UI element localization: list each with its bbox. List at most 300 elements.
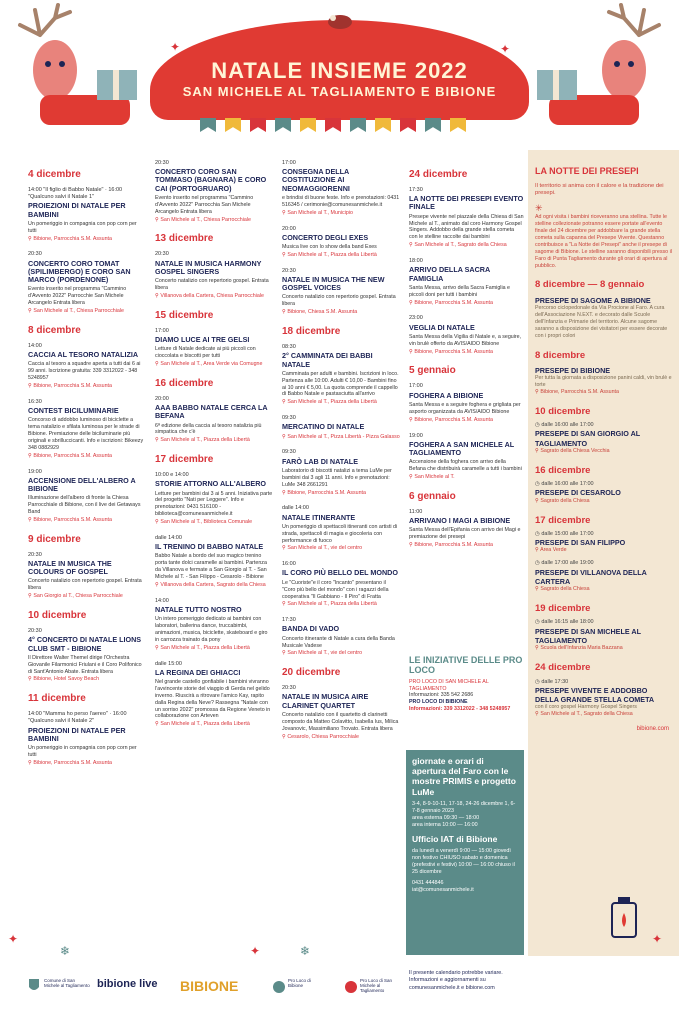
event-item (282, 685, 400, 740)
column-4 (409, 160, 524, 558)
event-item (28, 711, 146, 766)
nativity-date: 16 dicembre (535, 464, 591, 476)
bunting-flag (425, 118, 441, 132)
event-location-text: San Michele al T., Biblioteca Comunale (160, 519, 253, 526)
iat-mail[interactable]: iat@comunesanmichele.it (412, 887, 474, 894)
nativity-item (535, 603, 673, 652)
event-description: Illuminazione dell'albero di fronte la Chiesa Parrocchiale di Bibione, con il live dei Getaways Band (28, 495, 141, 515)
iat-phone: 0431 444846 (412, 880, 444, 887)
event-description: Nel grande castello gonfiabile i bambini vivranno l'avvincente storie del viaggio di Gerda nel gelido inverno. Riuscirà a ritrovare l'amico Kay, rapito dalla Regina della Neve? Rassegna "Natale con un sorriso 2022" promossa da Regione Veneto in collaborazione con Arteven (155, 679, 271, 720)
location-pin-icon: ⚲ (28, 676, 34, 683)
page-title: NATALE INSIEME 2022 (211, 58, 468, 83)
event-time: 20:30 (155, 251, 169, 258)
panel-intro: Il territorio si anima con il calore e la tradizione dei presepi. (535, 182, 664, 197)
nativity-time: dalle 17:00 alle 19:00 (541, 560, 594, 567)
snowflake-icon: ❄ (60, 944, 71, 958)
event-time: 20:00 (155, 395, 169, 402)
event-title: STORIE ATTORNO ALL'ALBERO (155, 479, 266, 489)
event-location (282, 399, 400, 406)
clock-icon: ◷ (535, 530, 542, 537)
event-item (409, 383, 524, 423)
event-time: 19:00 (409, 432, 423, 439)
event-time: 11:00 (409, 508, 423, 515)
event-description: Evento inserito nel programma "Cammino d'Avvento 2022" Parrocchia San Michele Arcangelo Entrata libera (155, 194, 254, 215)
event-description: Santa Messa della Vigilia di Natale e, a seguire, vin brulè offerto da AVIS/AIDO Bibione (409, 333, 522, 347)
nativity-location (535, 448, 673, 455)
event-time: dalle 14:00 (155, 534, 182, 541)
event-item (28, 251, 146, 314)
column-2 (155, 160, 273, 737)
event-description: Concerto natalizio con il quartetto di clarinetti composto da Matteo Colavitto, Isabella Ius, Milica Jovanovic, Massimiliano Trovato. Entrata libera (282, 712, 399, 732)
event-location-text: Villanova della Cartera, Chiesa Parrocchiale (160, 292, 264, 299)
location-pin-icon: ⚲ (28, 308, 34, 315)
event-description: Babbo Natale a bordo del suo magico trenino porta tante dolci caramelle ai bambini. Partenza da Villanova e fermate a San Giorgio al T. - San Michele al T. - San Filippo - Cesarolo - Bibione (155, 553, 267, 581)
event-description: Laboratorio di biscotti natalizi a tema LuMe per bambini dai 3 agli 11 anni. Info e prenotazioni: LuMe 348 2661291 (282, 467, 392, 488)
star-icon: ✦ (170, 40, 181, 54)
nativity-description: Percorso ciclopedonale da Via Procione al Faro. A cura dell'Associazione N.EXT. e decorato dalle Scuole dell'Infanzia e Primarie del territorio. Alcune sagome saranno a disposizione dei visitatori per essere decorate con i propri colori (535, 305, 668, 339)
location-pin-icon: ⚲ (282, 209, 288, 216)
event-title: CONTEST BICILUMINARIE (28, 406, 119, 416)
date-heading: 10 dicembre (28, 610, 87, 622)
event-title: LA REGINA DEI GHIACCI (155, 667, 241, 677)
location-pin-icon: ⚲ (282, 251, 288, 258)
proloco-line1: PRO LOCO DI SAN MICHELE AL TAGLIAMENTO (409, 678, 489, 692)
bunting-flag (275, 118, 291, 132)
location-pin-icon: ⚲ (409, 242, 415, 249)
nativity-time: dalle 16:15 alle 18:00 (541, 619, 594, 626)
event-location (28, 676, 146, 683)
event-location-text: San Michele al T., Municipio (287, 209, 353, 216)
event-title: NATALE IN MUSICA AIRE CLARINET QUARTET (282, 692, 369, 710)
event-title: LA NOTTE DEI PRESEPI EVENTO FINALE (409, 194, 524, 212)
event-description: 6ª edizione della caccia al tesoro natalizia più simpatica che c'è (155, 422, 262, 436)
event-description: Concerto natalizio con repertorio gospel. Entrata libera (155, 278, 269, 292)
event-location (155, 361, 273, 368)
event-item (409, 258, 524, 306)
event-item (155, 472, 273, 526)
location-pin-icon: ⚲ (155, 644, 161, 651)
location-pin-icon: ⚲ (409, 473, 415, 480)
event-item (155, 251, 273, 299)
event-item (409, 187, 524, 249)
event-location (28, 453, 146, 460)
location-pin-icon: ⚲ (535, 586, 541, 593)
location-pin-icon: ⚲ (282, 650, 288, 657)
bunting-flag (250, 118, 266, 132)
location-pin-icon: ⚲ (155, 437, 161, 444)
panel-text: Ad ogni visita i bambini riceveranno una stellina. Tutte le stelline collezionate potranno essere portate all'evento finale del 24 dicembre per addobbare la grande stella cometa sulla capanna del Presepe Vivente. Questanno contribuisce a "La Notte dei Presepi" anche il presepe di sagome di Bibione. Le stelline saranno disponibili presso il Faro di Punta Tagliamento durante gli orari di apertura al pubblico. (535, 214, 672, 269)
nativity-location-text: Bibione, Parrocchia S.M. Assunta (540, 388, 619, 395)
location-pin-icon: ⚲ (409, 416, 415, 423)
info-box (406, 750, 524, 955)
event-title: IL TRENINO DI BABBO NATALE (155, 542, 264, 552)
event-location-text: Bibione, Parrocchia S.M. Assunta (33, 516, 112, 523)
event-description: Musica live con lo show della band Exes (282, 244, 377, 251)
nativity-title: PRESEPE DI SAN MICHELE AL TAGLIAMENTO (535, 626, 641, 645)
proloco-block (409, 655, 524, 713)
location-pin-icon: ⚲ (409, 299, 415, 306)
nativity-description: con il coro gospel Harmony Gospel Singers (535, 704, 637, 711)
date-heading: 11 dicembre (28, 693, 86, 705)
event-description: Concerto itinerante di Natale a cura della Banda Musicale Vadese (282, 635, 395, 649)
event-location (28, 760, 146, 767)
date-heading: 18 dicembre (282, 326, 341, 338)
nativity-location (535, 498, 673, 505)
event-item (28, 552, 146, 600)
event-location-text: Bibione, Parrocchia S.M. Assunta (33, 759, 112, 766)
event-location-text: San Michele al T., Piazza della Libertà (287, 399, 377, 406)
event-title: 4° CONCERTO DI NATALE LIONS CLUB SMT - BIBIONE (28, 635, 142, 653)
event-description: Un pomeriggio di spettacoli itineranti con artisti di strada, spettacoli di magia e giocoleria con performance di fuoco (282, 523, 398, 544)
event-item (155, 661, 273, 729)
nativity-title: PRESEPE DI CESAROLO (535, 488, 621, 498)
nativity-date: 8 dicembre (535, 349, 586, 361)
faro-hours-outside: area esterna 09:30 — 18:00 (412, 814, 480, 821)
event-location (155, 437, 273, 444)
event-time: 09:30 (282, 449, 296, 456)
event-location (409, 300, 524, 307)
date-heading: 9 dicembre (28, 533, 81, 545)
event-location-text: San Michele al T., Chiesa Parrocchiale (160, 216, 251, 223)
nativity-column (535, 160, 673, 734)
event-title: MERCATINO DI NATALE (282, 422, 365, 432)
date-heading: 17 dicembre (155, 454, 214, 466)
date-heading: 8 dicembre (28, 324, 81, 336)
location-pin-icon: ⚲ (155, 216, 161, 223)
clock-icon: ◷ (535, 678, 542, 685)
bunting-flag (350, 118, 366, 132)
location-pin-icon: ⚲ (28, 383, 34, 389)
event-location (155, 217, 273, 224)
star-icon: ✦ (8, 932, 19, 946)
event-description: Santa Messa dell'Epifania con arrivo dei Magi e premiazione dei presepi (409, 527, 521, 541)
event-time: 17:00 (282, 160, 296, 166)
event-title: NATALE TUTTO NOSTRO (155, 604, 242, 614)
location-pin-icon: ⚲ (28, 452, 34, 459)
event-description: Il Direttore Walter Themel dirige l'Orchestra Giovanile Filarmonici Friulani e il Coro Polifonico di Sant'Antonio Abate. Entrata libera (28, 654, 142, 675)
location-pin-icon: ⚲ (28, 759, 34, 766)
nativity-location (535, 389, 673, 396)
panel-items (535, 279, 673, 718)
event-location-text: San Giorgio al T., Chiesa Parrocchiale (33, 593, 123, 600)
iat-hours: da lunedì a venerdì 9:00 — 15:00 giovedì non festivo CHIUSO sabato e domenica (prefestivi e festivi) 10:00 — 16:00 chiuso il 25 dicembre (412, 848, 515, 876)
event-location-text: San Michele al T., vie del centro (287, 545, 363, 552)
clock-icon: ◷ (535, 422, 542, 429)
proloco-line2-info: Informazioni: 339 3312022 - 348 5248957 (409, 706, 511, 713)
location-pin-icon: ⚲ (409, 348, 415, 355)
event-title: NATALE ITINERANTE (282, 512, 356, 522)
date-heading: 6 gennaio (409, 490, 456, 502)
event-item (282, 617, 400, 657)
nativity-location-text: Sagrato della Chiesa (540, 586, 590, 593)
event-title: PROIEZIONI DI NATALE PER BAMBINI (28, 725, 126, 743)
nativity-title: PRESEPE DI SAN GIORGIO AL TAGLIAMENTO (535, 429, 641, 448)
event-description: Concerto natalizio con repertorio gospel. Entrata libera (282, 294, 396, 308)
date-heading: 16 dicembre (155, 377, 214, 389)
location-pin-icon: ⚲ (535, 448, 541, 455)
column-3 (282, 160, 400, 750)
event-location (282, 601, 400, 608)
bunting-flag (200, 118, 216, 132)
location-pin-icon: ⚲ (28, 235, 34, 242)
event-title: FOGHERA A BIBIONE (409, 390, 484, 400)
bunting-flag (325, 118, 341, 132)
panel-heading: LA NOTTE DEI PRESEPI (535, 166, 639, 176)
event-location (282, 650, 400, 657)
event-time: 20:30 (282, 267, 296, 274)
event-item (155, 396, 273, 444)
event-title: CONCERTO DEGLI EXES (282, 232, 369, 242)
event-location (28, 593, 146, 600)
nativity-location (535, 645, 673, 652)
clock-icon: ◷ (535, 560, 542, 567)
event-item (282, 226, 400, 259)
date-heading: 20 dicembre (282, 667, 341, 679)
nativity-item (535, 662, 673, 718)
logo-bibione-live: bibione live (97, 978, 158, 990)
event-item (282, 561, 400, 608)
event-location (409, 417, 524, 424)
event-location-text: Bibione, Parrocchia S.M. Assunta (414, 542, 493, 548)
lantern-icon (606, 895, 642, 943)
bunting-flag (450, 118, 466, 132)
event-location (409, 474, 524, 481)
event-time: 19:00 (28, 468, 42, 475)
event-title: VEGLIA DI NATALE (409, 322, 475, 332)
event-item (282, 505, 400, 552)
event-title: CACCIA AL TESORO NATALIZIA (28, 350, 139, 360)
nativity-location (535, 547, 673, 554)
location-pin-icon: ⚲ (155, 721, 161, 728)
nativity-location (535, 711, 673, 718)
date-heading: 15 dicembre (155, 309, 214, 321)
event-location-text: San Michele al T., Piazza della Libertà (160, 437, 250, 444)
event-item (28, 343, 146, 390)
event-item (282, 415, 400, 440)
event-description: Presepe vivente nel piazzale della Chiesa di San Michele al T., animato dal coro Harmony Gospel Singers. Addobbo della grande stella cometa con le stelline raccolte dai bambini (409, 213, 524, 241)
event-item (28, 469, 146, 524)
event-location (282, 545, 400, 552)
event-description: Un intero pomeriggio dedicato ai bambini con laboratori, ballerina dance, truccabimbi, animazioni, musica, biciclette, skateboard e giro in carrozza trainato da pony (155, 616, 268, 643)
proloco-line1-info: Informazioni: 335 542 2686 (409, 692, 474, 699)
date-heading: 5 gennaio (409, 365, 456, 377)
nativity-time: dalle 16:00 alle 17:00 (541, 481, 594, 488)
event-title: CONCERTO CORO TOMAT (SPILIMBERGO) E CORO SAN MARCO (PORDENONE) (28, 258, 131, 285)
event-time: 18:00 (409, 258, 423, 265)
event-title: CONCERTO CORO SAN TOMMASO (BAGNARA) E CORO CAI (PORTOGRUARO) (155, 167, 267, 193)
location-pin-icon: ⚲ (155, 581, 161, 588)
event-item (409, 509, 524, 549)
location-pin-icon: ⚲ (282, 399, 288, 406)
event-location-text: San Michele al T., Piazza della Libertà (160, 721, 250, 728)
event-location-text: San Michele al T., Chiesa Parrocchiale (33, 308, 124, 315)
location-pin-icon: ⚲ (28, 516, 34, 523)
location-pin-icon: ⚲ (282, 309, 288, 316)
event-location (155, 645, 273, 652)
location-pin-icon: ⚲ (535, 645, 541, 652)
event-item (28, 187, 146, 242)
logo-proloco-sanmichele: Pro Loco di San Michele al Tagliamento (360, 978, 393, 993)
event-time: 16:30 (28, 398, 42, 405)
nativity-time: dalle 17:30 (541, 678, 569, 685)
event-location (409, 349, 524, 356)
location-pin-icon: ⚲ (409, 542, 415, 548)
event-location-text: San Michele al T., Piazza della Libertà (160, 644, 250, 651)
event-location-text: Bibione, Parrocchia S.M. Assunta (414, 299, 493, 306)
event-time: dalle 14:00 (282, 505, 309, 512)
event-location (28, 308, 146, 315)
star-icon: ✦ (500, 42, 511, 56)
event-location (155, 582, 273, 589)
nativity-time: dalle 16:00 alle 17:00 (541, 422, 594, 429)
nativity-location-text: Scuola dell'Infanzia Maria Bazzana (540, 645, 623, 652)
event-time: 14:00 "Mamma ho perso l'aereo" · 16:00 "Qualcuno salvi il Natale 2" (28, 711, 127, 725)
event-title: AAA BABBO NATALE CERCA LA BEFANA (155, 403, 268, 421)
footer-note: Il presente calendario potrebbe variare. Informazioni e aggiornamenti su comunesanmichele.it e bibione.com (409, 970, 503, 991)
nativity-title: PRESEPE VIVENTE E ADDOBBO DELLA GRANDE STELLA COMETA (535, 685, 655, 705)
event-item (282, 268, 400, 316)
event-title: BANDA DI VADO (282, 624, 340, 634)
location-pin-icon: ⚲ (535, 497, 541, 504)
event-location (28, 383, 146, 390)
event-item (282, 160, 400, 217)
event-description: Letture di Natale dedicate ai più piccoli con cioccolata e biscotti per tutti (155, 346, 256, 360)
event-title: NATALE IN MUSICA THE NEW GOSPEL VOICES (282, 274, 385, 293)
snowflake-icon: ❄ (300, 944, 311, 958)
event-location (282, 309, 400, 316)
event-location-text: Villanova della Cartera, Sagrato della Chiesa (160, 581, 266, 588)
event-item (409, 315, 524, 355)
proloco-line2: PRO LOCO DI BIBIONE (409, 699, 468, 706)
event-description: Santa Messa e a seguire foghera e grigliata per asporto organizzata da AVIS/AIDO Bibione (409, 401, 521, 415)
nativity-date: 19 dicembre (535, 603, 591, 615)
event-time: 17:30 (282, 617, 296, 624)
panel-star-icon: ✳ (535, 202, 543, 213)
event-description: Concorso di addobbo luminoso di biciclette a tema natalizio e sfilata luminosa per le strade di Bibione. Premiazione delle biciluminarie più originali e sbrilluccicanti. Info e iscrizioni: Bikeezy 348 0882929 (28, 417, 144, 451)
location-pin-icon: ⚲ (28, 593, 34, 600)
event-location (282, 252, 400, 259)
date-heading: 13 dicembre (155, 233, 214, 245)
event-location (409, 242, 524, 249)
nativity-location-text: Sagrato della Chiesa (540, 497, 590, 504)
event-time: 16:00 (282, 561, 296, 568)
bunting-flag (225, 118, 241, 132)
event-time: 20:30 (28, 551, 42, 558)
event-title: DIAMO LUCE AI TRE GELSI (155, 334, 250, 344)
event-title: NATALE IN MUSICA THE COLOURS OF GOSPEL (28, 558, 112, 577)
event-location (282, 210, 400, 217)
nativity-item (535, 560, 673, 593)
event-description: Concerto natalizio con repertorio gospel. Entrata libera (28, 578, 142, 592)
event-item (282, 449, 400, 496)
location-pin-icon: ⚲ (282, 601, 288, 608)
iat-title: Ufficio IAT di Bibione (412, 833, 498, 844)
panel-site[interactable]: bibione.com (636, 726, 669, 733)
nativity-item (535, 350, 673, 396)
nativity-item (535, 406, 673, 455)
event-time: 17:00 (409, 383, 423, 390)
event-time: 08:30 (282, 344, 296, 351)
event-location-text: San Michele al T., vie del centro (287, 650, 363, 657)
proloco-bibione-icon (272, 980, 286, 994)
clock-icon: ◷ (535, 481, 542, 488)
event-location-text: San Michele al T., Area Verde via Comugne (160, 360, 263, 367)
nativity-item (535, 515, 673, 555)
bunting-flag (375, 118, 391, 132)
date-heading: 4 dicembre (28, 169, 81, 180)
nativity-time-row (535, 560, 673, 567)
faro-dates: 3-4, 8-9-10-11, 17-18, 24-26 dicembre 1, 6-7-8 gennaio 2023 (412, 800, 516, 814)
event-location-text: San Michele al T., Pizza Libertà - Pizza Galasso (287, 433, 400, 440)
event-location-text: Bibione, Parrocchia S.M. Assunta (33, 383, 112, 389)
logo-proloco-bibione: Pro Loco di Bibione (288, 978, 311, 988)
event-location (282, 490, 400, 497)
event-title: ARRIVO DELLA SACRA FAMIGLIA (409, 265, 490, 283)
event-location (409, 542, 524, 549)
logo-bibione: BIBIONE (180, 978, 239, 994)
location-pin-icon: ⚲ (535, 711, 541, 718)
event-time: 14:00 (155, 597, 169, 604)
location-pin-icon: ⚲ (282, 733, 288, 740)
event-description: Santa Messa, arrivo della Sacra Famiglia e piccoli doni per tutti i bambini (409, 284, 510, 298)
event-location (155, 721, 273, 728)
location-pin-icon: ⚲ (155, 360, 161, 367)
event-time: 14:00 (28, 342, 42, 349)
event-item (155, 598, 273, 652)
event-location (28, 517, 146, 524)
event-time: 17:00 (155, 327, 169, 334)
event-title: FARÒ LAB DI NATALE (282, 456, 358, 466)
nativity-location (535, 586, 673, 593)
nativity-date: 24 dicembre (535, 662, 591, 674)
location-pin-icon: ⚲ (155, 292, 161, 299)
nativity-time-row (535, 619, 673, 626)
event-location (28, 236, 146, 243)
nativity-time-row (535, 679, 673, 686)
event-time: 09:30 (282, 415, 296, 422)
event-description: Un pomeriggio in compagnia con pop corn per tutti (28, 745, 137, 758)
event-title: IL CORO PIÙ BELLO DEL MONDO (282, 568, 398, 578)
event-description: Caccia al tesoro a squadre aperta a tutti dai 6 ai 99 anni. Iscrizione gratuita: 339 3312022 - 348 5248957 (28, 361, 141, 382)
event-description: e brindisi di buone feste. Info e prenotazioni: 0431 516345 / cerimonie@comunesanmichele.it (282, 194, 400, 208)
event-location (155, 519, 273, 526)
event-title: CONSEGNA DELLA COSTITUZIONE AI NEOMAGGIORENNI (282, 167, 350, 193)
event-item (28, 628, 146, 683)
event-item (155, 160, 273, 223)
event-location-text: Cesarolo, Chiesa Parrocchiale (287, 733, 359, 740)
event-title: NATALE IN MUSICA HARMONY GOSPEL SINGERS (155, 258, 262, 276)
event-location-text: San Michele al T. (414, 473, 455, 480)
event-title: PROIEZIONI DI NATALE PER BAMBINI (28, 201, 126, 219)
event-time: 23:00 (409, 315, 423, 322)
event-location-text: Bibione, Parrocchia S.M. Assunta (287, 489, 366, 496)
nativity-location-text: San Michele al T., Sagrato della Chiesa (540, 711, 633, 718)
event-description: Letture per bambini dai 3 ai 5 anni. Iniziativa parte del progetto "Nati per Leggere". Info e prenotazioni: 0431 516100 - biblioteca@comunesanmichele.it (155, 490, 273, 518)
location-pin-icon: ⚲ (282, 489, 288, 496)
comune-crest-icon (28, 978, 40, 994)
event-time: 14:00 "Il figlio di Babbo Natale" · 16:00 "Qualcuno salvi il Natale 1" (28, 187, 123, 201)
event-description: Accensione della foghera con arrivo della Befana che distribuirà caramelle a tutti i bambini (409, 459, 522, 473)
logo-comune: Comune di San Michele al Tagliamento (44, 978, 90, 988)
bunting-flag (300, 118, 316, 132)
event-title: ARRIVANO I MAGI A BIBIONE (409, 515, 511, 525)
star-icon: ✦ (652, 932, 663, 946)
nativity-date: 8 dicembre — 8 gennaio (535, 279, 645, 291)
event-location-text: Bibione, Parrocchia S.M. Assunta (33, 452, 112, 459)
event-item (155, 328, 273, 368)
event-time: 20:30 (28, 251, 42, 258)
event-item (282, 344, 400, 406)
